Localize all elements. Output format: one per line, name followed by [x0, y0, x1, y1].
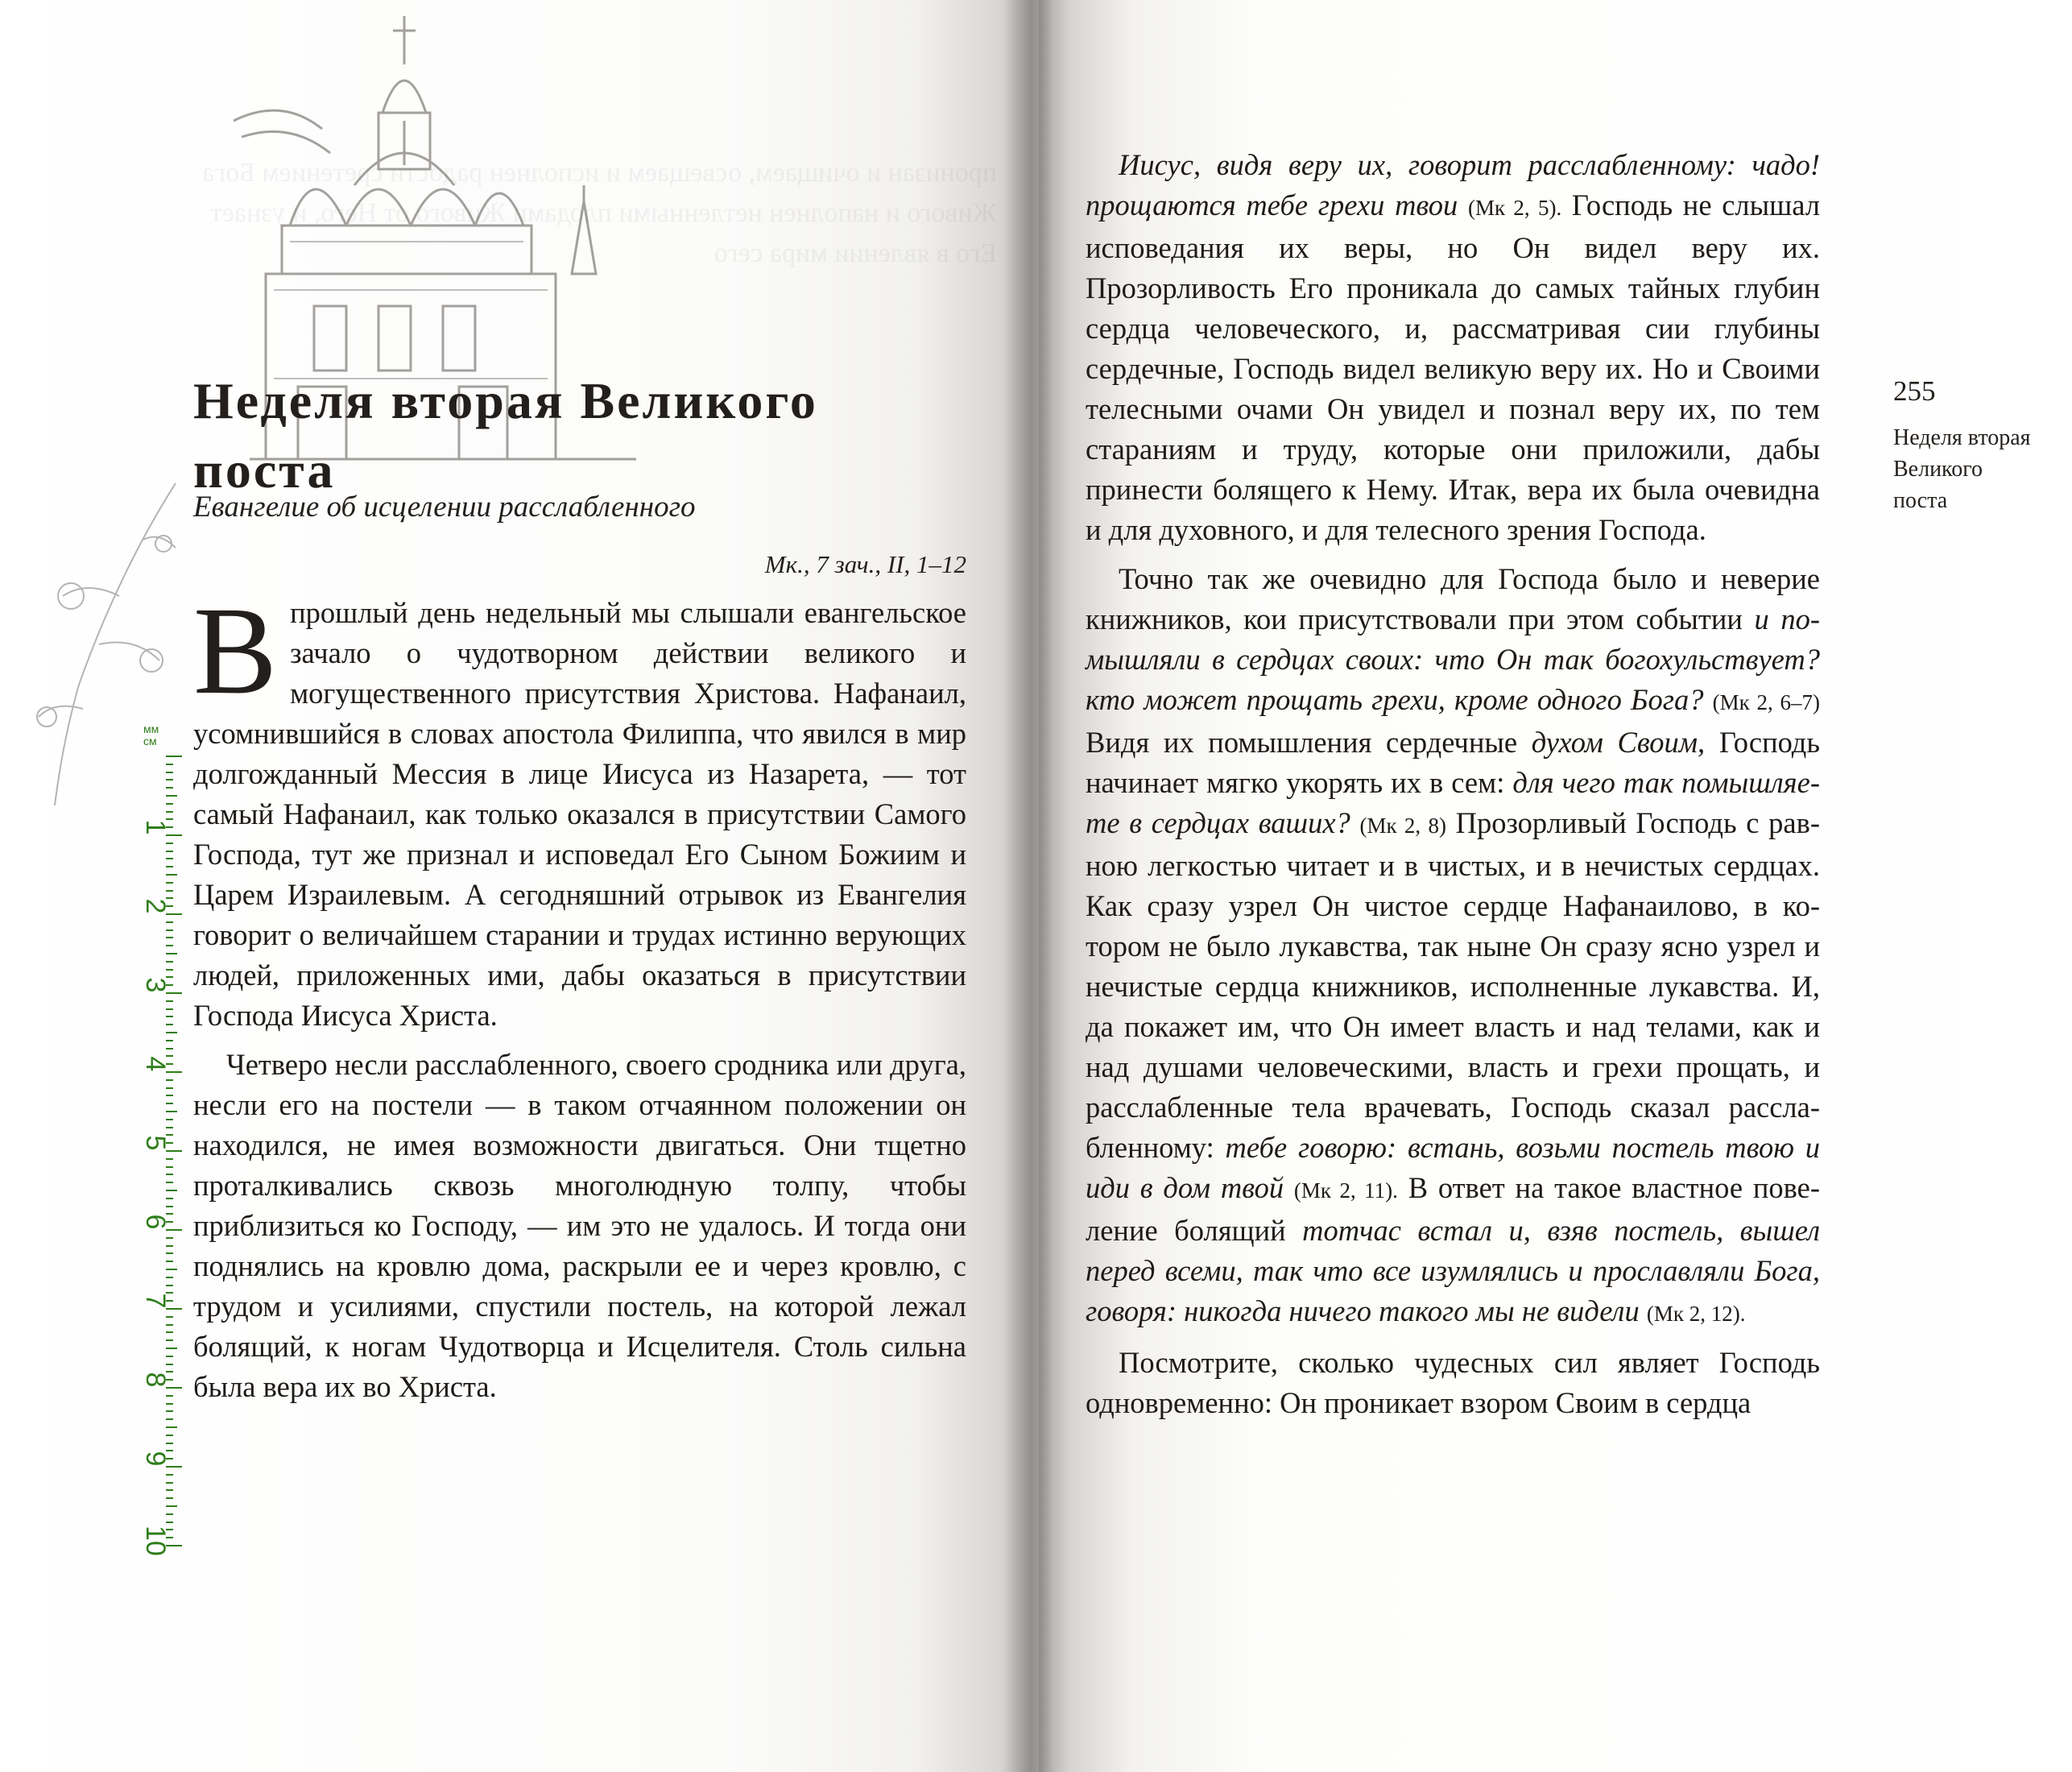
paragraph: Впрошлый день недельный мы слышали евангельское зачало о чудотворном действии великого и могущественного присутствия Христова. Нафанаил, усомнившийся в словах апостола Филиппа, что явился в мир долгожданный Мессия в лице Иисуса из Назарета, — тот самый Нафанаил, как только оказался в присутствии Самого Господа, тут же признал и исповедал Его Сыном Божиим и Царем Израилевым. А сегодняшний отрывок из Евангелия говорит о величайшем старании и трудах истинно верующих людей, приложенных ими, дабы оказаться в присутствии Господа Иисуса Христа. — [193, 581, 966, 1032]
ruler-tick — [166, 866, 173, 867]
ruler-tick — [166, 929, 173, 931]
ruler-tick — [166, 1269, 177, 1270]
scripture-quote: и помышляли в сердцах своих: что Он так богохульствует? кто может прощать грехи, кроме одного Бога? — [1086, 602, 1821, 716]
ruler-tick — [166, 1339, 173, 1341]
left-page-body — [193, 581, 966, 1407]
ruler-tick — [166, 1127, 173, 1128]
ruler-tick — [166, 1356, 173, 1357]
ruler-tick — [166, 1000, 173, 1002]
right-page-body — [1086, 145, 1820, 1423]
ruler-tick — [166, 1174, 173, 1175]
verse-reference: (Мк 2, 8) — [1359, 814, 1446, 838]
ruler-tick — [166, 1261, 173, 1262]
ruler-tick — [166, 1166, 173, 1168]
ruler-tick — [166, 1245, 173, 1247]
show-through-text: пронизан и очищаем, освещаем и исполнен радости сретением Бога Живого и наполнен нетленными плодами Живого от Него, и узнает Его в явлении мира сего — [202, 158, 997, 268]
ruler-number: 2 — [140, 898, 171, 914]
ruler-tick — [166, 1364, 173, 1365]
ruler-tick — [166, 1316, 173, 1318]
ruler-tick — [166, 1040, 173, 1041]
verse-reference: (Мк 2, 5). — [1468, 196, 1562, 220]
verse-reference: (Мк 2, 6–7) — [1712, 690, 1821, 714]
ruler-tick — [166, 969, 173, 971]
ruler-tick — [166, 1443, 173, 1444]
ruler-tick — [166, 1331, 173, 1333]
scripture-quote: для чего так помышляете в сердцах ваших? — [1086, 766, 1820, 839]
ruler-tick — [166, 764, 173, 765]
ruler-tick — [166, 1190, 177, 1191]
paragraph: Четверо несли расслабленного, своего сродника или друга, несли его на постели — в таком отчаянном положении он находился, не имея возможности двигаться. Они тщетно проталкивались сквозь многолюдную толпу, чтобы приблизиться ко Господу, — им это не удалось. И тогда они поднялись на кровлю дома, раскрыли ее и через кровлю, с трудом и усилиями, спустили постель, на которой лежал болящий, к ногам Чудотворца и Исцелителя. Столь сильна была вера их во Христа. — [193, 1048, 966, 1403]
drop-cap: В — [193, 581, 278, 720]
ruler-tick — [166, 851, 173, 852]
chapter-title-line-2: поста — [193, 441, 336, 499]
paragraph: Точно так же очевидно для Господа было и неверие книжников, кои присутствовали при этом событии и помышляли в сердцах своих: что Он так богохульствует? кто может прощать грехи, кроме одного Бога? (Мк 2, 6–7) Видя их помышления сердечные духом Своим, Господь начинает мягко укорять их в сем: для чего так помышляете в сердцах ваших? (Мк 2, 8) Прозорливый Господь с равною легкостью читает и в чистых, и в нечистых сердцах. Как сразу узрел Он чистое сердце Нафанаилово, в котором не было лукавства, так ныне Он сразу ясно узрел и нечистые сердца книжников, исполненные лукавства. И, да покажет им, что Он имеет власть и над телами, как и над душами человеческими, власть и грехи прощать, и расслабленные тела врачевать, Господь сказал расслабленному: тебе говорю: встань, возьми постель твою и иди в дом твой (Мк 2, 11). В ответ на такое властное повеление болящий тотчас встал и, взяв постель, вышел перед всеми, так что все изумлялись и прославляли Бога, говоря: никогда ничего такого мы не видели (Мк 2, 12). — [1086, 562, 1821, 1327]
ruler-tick — [166, 795, 177, 797]
ruler-tick — [166, 1513, 173, 1515]
ruler-tick — [166, 882, 173, 884]
ruler-tick — [166, 953, 177, 954]
ruler-tick — [166, 1395, 173, 1397]
ruler-tick — [166, 1016, 173, 1017]
verse-reference: (Мк 2, 11). — [1293, 1178, 1398, 1203]
ruler-number: 8 — [140, 1372, 171, 1388]
ruler-tick — [166, 756, 182, 757]
ruler-number: 6 — [140, 1214, 171, 1230]
scripture-quote: Иисус, видя веру их, говорит расслабленному: чадо! прощаются тебе грехи твои — [1086, 148, 1820, 222]
running-head: Неделя вторая Великого поста — [1893, 425, 2031, 513]
ruler-tick — [166, 1324, 173, 1326]
ruler-number: 1 — [140, 819, 171, 835]
verse-reference: (Мк 2, 12). — [1646, 1302, 1746, 1326]
book-gutter-shadow — [1003, 0, 1053, 1772]
ruler-tick — [166, 1095, 173, 1096]
ruler-tick — [166, 1182, 173, 1183]
ruler-tick — [166, 1277, 173, 1278]
scripture-quote: духом Своим, — [1531, 726, 1706, 759]
ruler-tick — [166, 921, 173, 923]
ruler-tick — [166, 890, 173, 892]
ruler-unit-label: мм см — [143, 722, 159, 747]
ruler-tick — [166, 1426, 177, 1428]
ruler-tick — [166, 874, 177, 876]
ruler-tick — [166, 1103, 173, 1104]
ruler-tick — [166, 945, 173, 946]
ruler-tick — [166, 1482, 173, 1484]
ruler-tick — [166, 1497, 173, 1499]
scripture-quote: тебе говорю: встань, возьми постель твою и иди в дом твой — [1086, 1131, 1820, 1204]
paragraph: Иисус, видя веру их, говорит расслабленному: чадо! прощаются тебе грехи твои (Мк 2, 5). Господь не слышал исповедания их веры, но Он видел веру их. Прозорливость Его проникала до самых тайных глубин сердца человеческого, и, рассматривая сии глубины сердечные, Господь видел великую веру их. Но и Своими телесными очами Он увидел и познал веру их, по тем стараниям и труду, которые они приложили, дабы принести болящего к Нему. Итак, вера их была очевидна и для духовного, и для телесного зрения Господа. — [1086, 148, 1821, 546]
ruler-tick — [166, 1522, 173, 1523]
ruler-tick — [166, 1206, 173, 1207]
chapter-title — [193, 366, 918, 505]
ruler-number: 3 — [140, 977, 171, 993]
ruler-tick — [166, 1198, 173, 1199]
ruler-tick — [166, 1048, 173, 1050]
ruler-tick — [166, 1418, 173, 1420]
ruler-tick — [166, 772, 173, 773]
page-number: 255 — [1893, 375, 1936, 407]
ruler-number: 9 — [140, 1451, 171, 1467]
ruler-tick — [166, 843, 173, 844]
ruler-tick — [166, 1489, 173, 1491]
ruler-tick — [166, 961, 173, 963]
ruler-tick — [166, 1079, 173, 1081]
ruler-tick — [166, 937, 173, 938]
ruler-tick — [166, 1505, 177, 1507]
ruler-number: 7 — [140, 1293, 171, 1309]
ruler-tick — [166, 787, 173, 789]
ruler-tick — [166, 811, 173, 813]
scripture-quote: тотчас встал и, взяв постель, вышел перед всеми, так что все изумлялись и прославляли Бога, говоря: никогда ничего такого мы не видели — [1086, 1214, 1821, 1327]
ruler-tick — [166, 1252, 173, 1254]
ruler-tick — [166, 1474, 173, 1476]
ruler-tick — [166, 858, 173, 859]
ruler-tick — [166, 1119, 173, 1120]
ruler-tick — [166, 803, 173, 805]
measuring-ruler — [140, 722, 182, 1556]
ruler-tick — [166, 1024, 173, 1025]
ruler-number: 5 — [140, 1135, 171, 1151]
ruler-tick — [166, 779, 173, 780]
chapter-title-line-1: Неделя вторая Великого — [193, 372, 818, 429]
ruler-tick — [166, 1403, 173, 1405]
ruler-tick — [166, 1435, 173, 1436]
scripture-reference: Мк., 7 зач., II, 1–12 — [764, 550, 966, 578]
ruler-tick — [166, 1158, 173, 1160]
ruler-tick — [166, 1410, 173, 1412]
ruler-tick — [166, 1285, 173, 1286]
ruler-tick — [166, 1087, 173, 1089]
ruler-tick — [166, 1111, 177, 1112]
paragraph: Посмотрите, сколько чудесных сил являет Господь одновременно: Он проникает взором Своим в сердца — [1086, 1346, 1820, 1419]
ruler-tick — [166, 1348, 177, 1349]
ruler-number: 4 — [140, 1056, 171, 1072]
ruler-tick — [166, 1008, 173, 1010]
ruler-tick — [166, 1237, 173, 1239]
ruler-number: 10 — [140, 1526, 171, 1556]
chapter-subtitle: Евангелие об исцелении расслабленного — [193, 491, 696, 524]
ruler-tick — [166, 1032, 177, 1033]
